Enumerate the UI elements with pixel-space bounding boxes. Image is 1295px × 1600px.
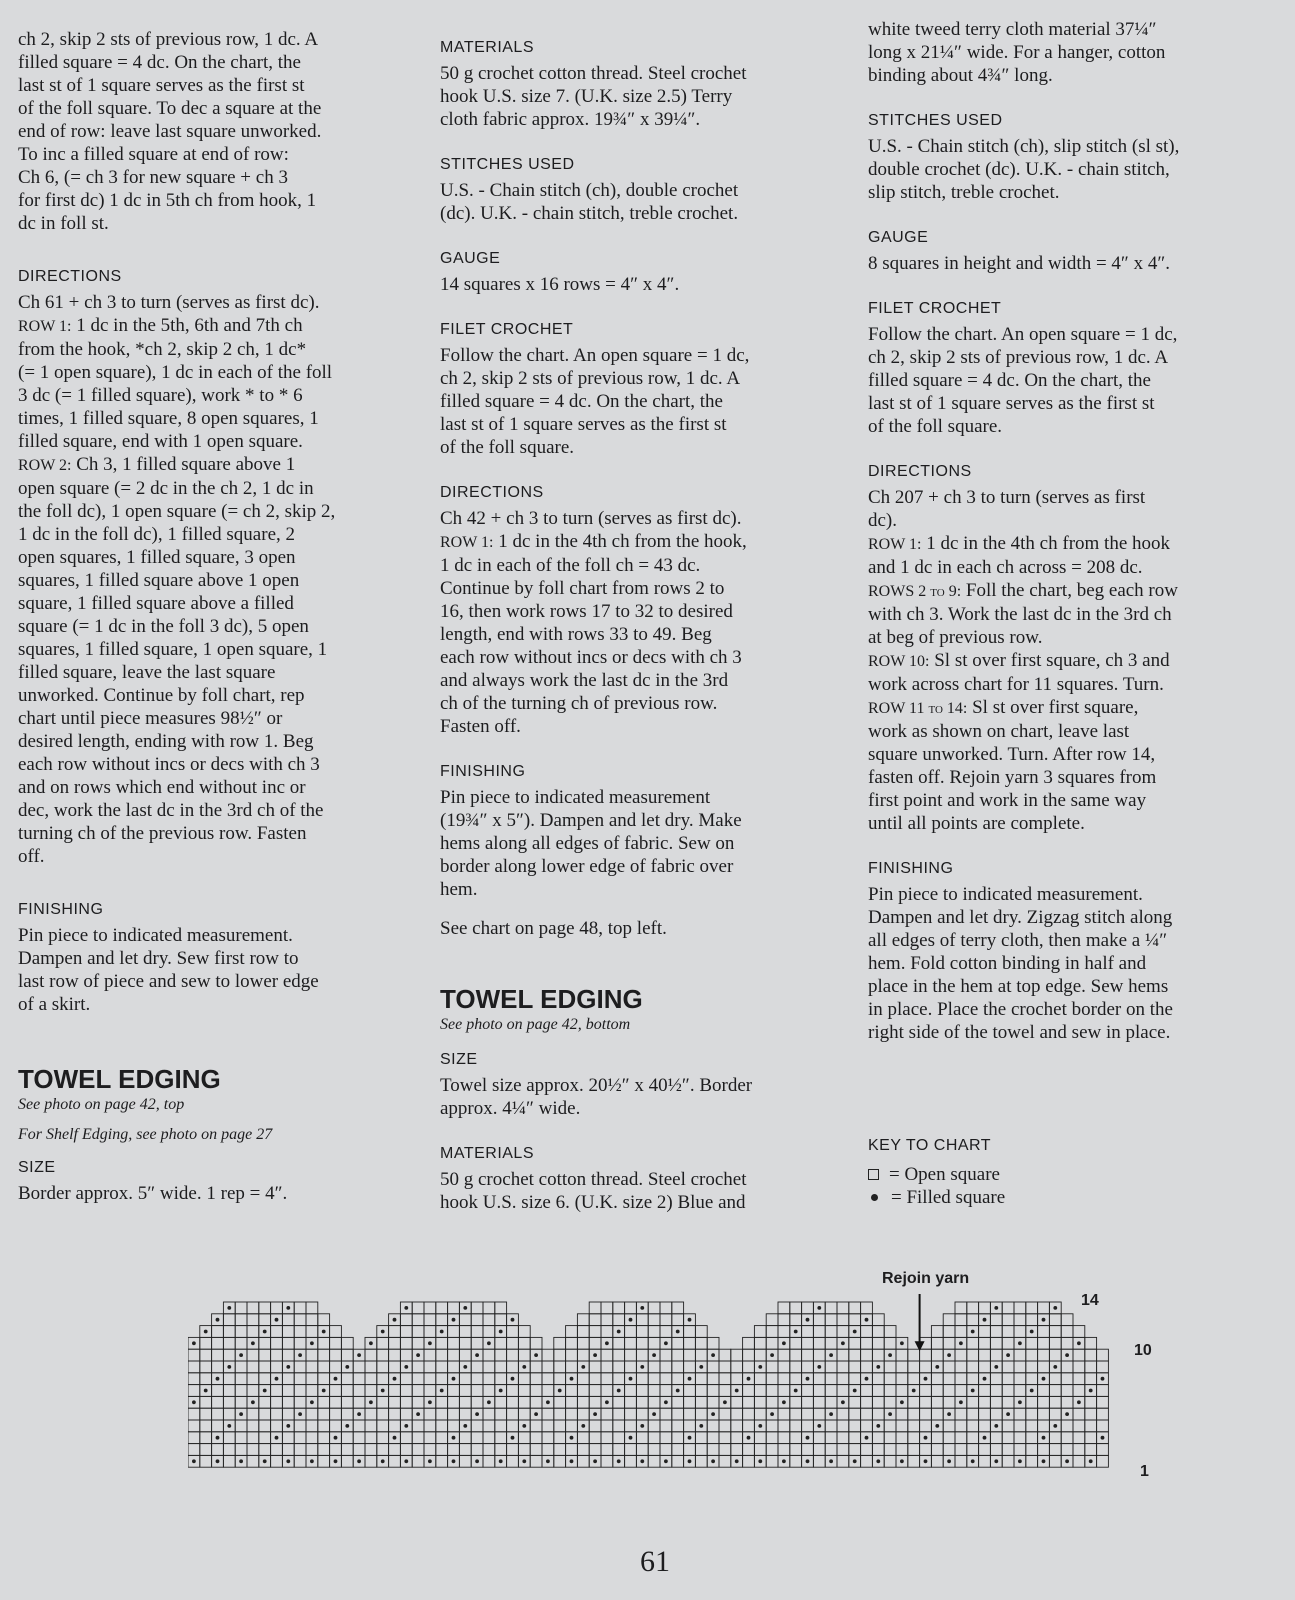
chart-key: [868, 1163, 1278, 1209]
column-right: white tweed terry cloth material 37¼″ long x 21¼″ wide. For a hanger, cotton binding about 4¾″ long. STITCHES USED U.S. - Chain stitch (ch), slip stitch (sl st), double crochet (dc). U.K. - chain stitch, slip stitch, treble crochet. GAUGE 8 squares in height and width = 4″ x 4″. FILET CROCHET Follow the chart. An open square = 1 dc, ch 2, skip 2 sts of previous row, 1 dc. A filled square = 4 dc. On the chart, the last st of 1 square serves as the first st of the foll square. DIRECTIONS Ch 207 + ch 3 to turn (serves as first dc). ROW 1: 1 dc in the 4th ch from the hook and 1 dc in each ch across = 208 dc. ROWS 2 to 9: Foll the chart, beg each row with ch 3. Work the last dc in the 3rd ch at beg of previous row. ROW 10: Sl st over first square, ch 3 and work across chart for 11 squares. Turn. ROW 11 to 14: Sl st over first square, work as shown on chart, leave last square unworked. Turn. After row 14, fasten off. Rejoin yarn 3 squares from first point and work in the same way until all points are complete. FINISHING Pin piece to indicated measurement. Dampen and let dry. Zigzag stitch along all edges of terry cloth, then make a ¼″ hem. Fold cotton binding in half and place in the hem at top edge. Sew hems in place. Place the crochet border on the right side of the towel and sew in place. KEY TO CHART = Open square = Filled square: [868, 18, 1278, 1209]
filet-heading: FILET CROCHET: [440, 321, 574, 338]
page-number: 61: [640, 1545, 670, 1578]
row-label: ROW 1:: [440, 534, 494, 551]
gauge-heading: GAUGE: [440, 250, 501, 267]
row-label: ROW 2:: [18, 457, 72, 474]
finishing-heading: FINISHING: [868, 860, 954, 877]
intro-text: ch 2, skip 2 sts of previous row, 1 dc. A filled square = 4 dc. On the chart, the last st of 1 square serves as the first st of the foll square. To dec a square at the end of row: leave last square unworked. To inc a filled square at end of row: Ch 6, (= ch 3 for new square + ch 3 for first dc) 1 dc in 5th ch from hook, 1 dc in foll st.: [18, 29, 322, 234]
size-heading: SIZE: [440, 1051, 478, 1068]
row-label: ROW 1:: [18, 318, 72, 335]
shelf-note: For Shelf Edging, see photo on page 27: [18, 1126, 273, 1143]
row-10-label: 10: [1134, 1342, 1152, 1359]
row-label: ROWS 2 to 9:: [868, 583, 962, 600]
chart-reference: See chart on page 48, top left.: [440, 918, 667, 939]
row-label: ROW 1:: [868, 536, 922, 553]
materials-heading: MATERIALS: [440, 39, 534, 56]
row-label: ROW 11 to 14:: [868, 700, 968, 717]
key-filled-row: = Filled square: [868, 1186, 1278, 1209]
directions-heading: DIRECTIONS: [18, 268, 122, 285]
key-heading: KEY TO CHART: [868, 1137, 992, 1154]
row-14-label: 14: [1081, 1292, 1099, 1309]
photo-reference: See photo on page 42, top: [18, 1096, 185, 1113]
rejoin-yarn-label: Rejoin yarn: [882, 1270, 970, 1287]
row-1-label: 1: [1140, 1463, 1149, 1480]
stitches-heading: STITCHES USED: [868, 112, 1003, 129]
section-title: TOWEL EDGING: [18, 1064, 221, 1094]
directions-heading: DIRECTIONS: [868, 463, 972, 480]
finishing-heading: FINISHING: [18, 901, 104, 918]
key-open-row: = Open square: [868, 1163, 1278, 1186]
photo-reference: See photo on page 42, bottom: [440, 1016, 631, 1033]
finishing-text: Pin piece to indicated measurement. Dampen and let dry. Sew first row to last row of piece and sew to lower edge of a skirt.: [18, 925, 319, 1015]
column-left: [18, 28, 418, 1205]
finishing-heading: FINISHING: [440, 763, 526, 780]
filled-dot-icon: [871, 1194, 878, 1201]
gauge-heading: GAUGE: [868, 229, 929, 246]
size-heading: SIZE: [18, 1159, 56, 1176]
directions-heading: DIRECTIONS: [440, 484, 544, 501]
materials-heading: MATERIALS: [440, 1145, 534, 1162]
directions-text: Ch 61 + ch 3 to turn (serves as first dc). ROW 1: 1 dc in the 5th, 6th and 7th ch from the hook, *ch 2, skip 2 ch, 1 dc* (= 1 open square), 1 dc in each of the foll 3 dc (= 1 filled square), work * to * 6 times, 1 filled square, 8 open squares, 1 filled square, end with 1 open square. ROW 2: Ch 3, 1 filled square above 1 open square (= 2 dc in the ch 2, 1 dc in the foll dc), 1 open square (= ch 2, skip 2, 1 dc in the foll dc), 1 filled square, 2 open squares, 1 filled square, 3 open squares, 1 filled square above 1 open square, 1 filled square above a filled square (= 1 dc in the foll 3 dc), 5 open squares, 1 filled square, 1 open square, 1 filled square, leave the last square unworked. Continue by foll chart, rep chart until piece measures 98½″ or desired length, ending with row 1. Beg each row without incs or decs with ch 3 and on rows which end without inc or dec, work the last dc in the 3rd ch of the turning ch of the previous row. Fasten off.: [18, 292, 336, 867]
open-square-icon: [868, 1169, 879, 1180]
row-label: ROW 10:: [868, 653, 930, 670]
stitches-heading: STITCHES USED: [440, 156, 575, 173]
chart-grid: [188, 1270, 1188, 1530]
filet-chart: [188, 1270, 1188, 1530]
filet-heading: FILET CROCHET: [868, 300, 1002, 317]
column-middle: MATERIALS 50 g crochet cotton thread. Steel crochet hook U.S. size 7. (U.K. size 2.5) Terry cloth fabric approx. 19¾″ x 39¼″. STITCHES USED U.S. - Chain stitch (ch), double crochet (dc). U.K. - chain stitch, treble crochet. GAUGE 14 squares x 16 rows = 4″ x 4″. FILET CROCHET Follow the chart. An open square = 1 dc, ch 2, skip 2 sts of previous row, 1 dc. A filled square = 4 dc. On the chart, the last st of 1 square serves as the first st of the foll square. DIRECTIONS Ch 42 + ch 3 to turn (serves as first dc). ROW 1: 1 dc in the 4th ch from the hook, 1 dc in each of the foll ch = 43 dc. Continue by foll chart from rows 2 to 16, then work rows 17 to 32 to desired length, end with rows 33 to 49. Beg each row without incs or decs with ch 3 and always work the last dc in the 3rd ch of the turning ch of previous row. Fasten off. FINISHING Pin piece to indicated measurement (19¾″ x 5″). Dampen and let dry. Make hems along all edges of fabric. Sew on border along lower edge of fabric over hem. See chart on page 48, top left. TOWEL EDGING See photo on page 42, bottom SIZE Towel size approx. 20½″ x 40½″. Border approx. 4¼″ wide. MATERIALS 50 g crochet cotton thread. Steel crochet hook U.S. size 6. (U.K. size 2) Blue and: [440, 36, 840, 1214]
section-title: TOWEL EDGING: [440, 984, 643, 1014]
size-text: Border approx. 5″ wide. 1 rep = 4″.: [18, 1183, 288, 1204]
